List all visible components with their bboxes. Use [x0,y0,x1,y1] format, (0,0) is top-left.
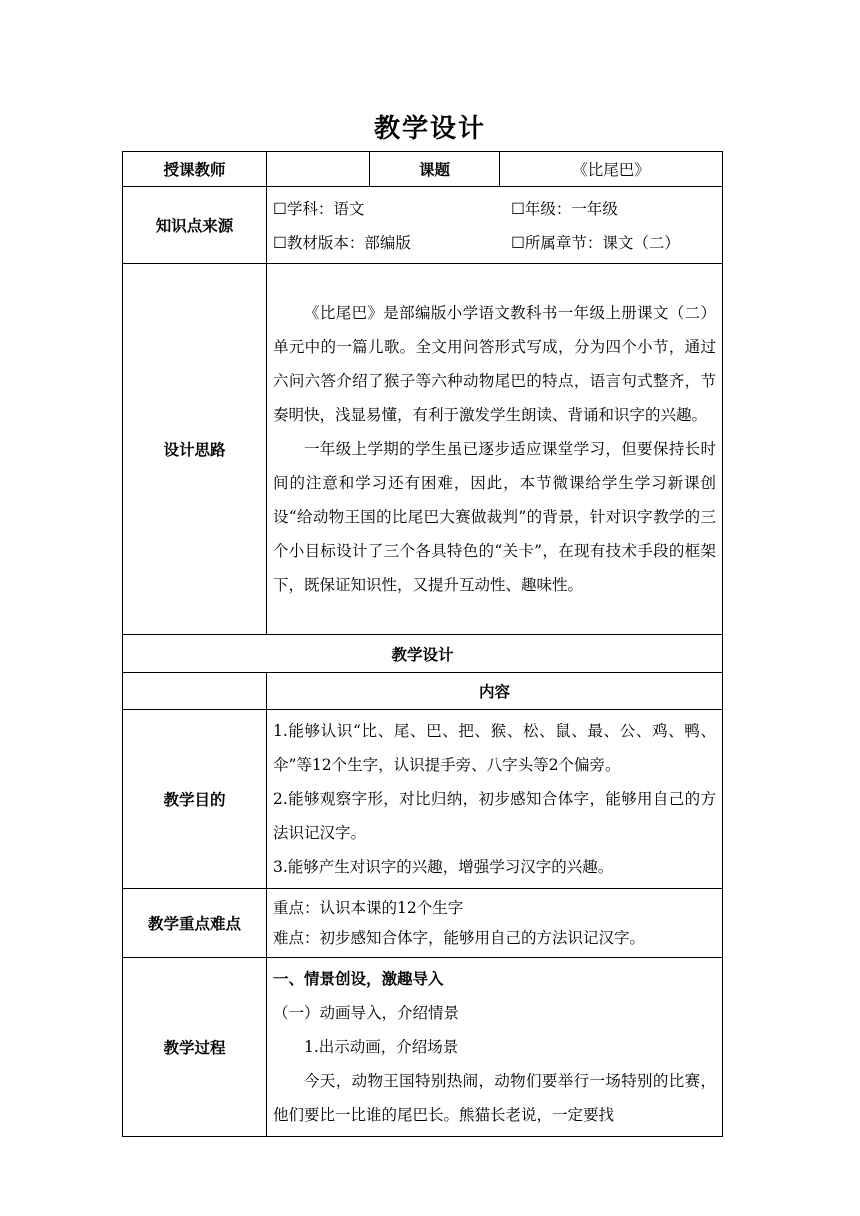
process-row [123,958,723,1137]
process-heading-2: （一）动画导入，介绍情景 [273,1004,460,1022]
goal-item: 2.能够观察字形，对比归纳，初步感知合体字，能够用自己的方法识记汉字。 [273,790,716,842]
topic-value: 《比尾巴》 [500,152,723,187]
goal-cell [267,710,723,889]
design-heading-row [123,635,723,673]
idea-paragraph: 《比尾巴》是部编版小学语文教科书一年级上册课文（二）单元中的一篇儿歌。全文用问答形式写成，分为四个小节，通过六问六答介绍了猴子等六种动物尾巴的特点，语言句式整齐，节奏明快，浅显易懂，有利于激发学生朗读、背诵和识字的兴趣。 [273,304,716,424]
teacher-value [267,152,370,187]
keypoint-item: 重点：认识本课的12个生字 [273,899,464,917]
chapter-checkbox-item: ☐所属章节：课文（二） [511,234,680,252]
teacher-row [123,152,723,187]
source-row [123,187,723,264]
page-title: 教学设计 [373,114,486,144]
keypoint-item: 难点：初步感知合体字，能够用自己的方法识记汉字。 [273,929,646,947]
idea-label: 设计思路 [123,264,267,635]
teacher-label: 授课教师 [123,152,267,187]
content-heading: 内容 [267,673,723,710]
keypoint-row [123,889,723,958]
process-label: 教学过程 [123,958,267,1137]
process-cell [267,958,723,1137]
source-label: 知识点来源 [123,187,267,264]
goal-item: 1.能够认识“比、尾、巴、把、猴、松、鼠、最、公、鸡、鸭、伞”等12个生字，认识提手旁、八字头等2个偏旁。 [273,722,716,774]
content-blank-cell [123,673,267,710]
design-heading: 教学设计 [123,635,723,673]
grade-checkbox-item: ☐年级：一年级 [511,200,618,218]
idea-paragraph: 一年级上学期的学生虽已逐步适应课堂学习，但要保持长时间的注意和学习还有困难，因此，本节微课给学生学习新课创设“给动物王国的比尾巴大赛做裁判”的背景，针对识字教学的三个小目标设计了三个各具特色的“关卡”，在现有技术手段的框架下，既保证知识性，又提升互动性、趣味性。 [273,440,716,594]
process-text: 今天，动物王国特别热闹，动物们要举行一场特别的比赛，他们要比一比谁的尾巴长。熊猫长老说，一定要找 [273,1072,716,1124]
idea-cell [267,264,723,635]
goal-item: 3.能够产生对识字的兴趣，增强学习汉字的兴趣。 [273,858,614,876]
edition-checkbox-item: ☐教材版本：部编版 [273,234,411,252]
content-heading-row [123,673,723,710]
source-cell [267,187,723,264]
idea-row [123,264,723,635]
subject-checkbox-item: ☐学科：语文 [273,200,365,218]
lesson-plan-table [122,151,723,1137]
process-heading-1: 一、情景创设，激趣导入 [273,970,444,988]
keypoint-label: 教学重点难点 [123,889,267,958]
goal-label: 教学目的 [123,710,267,889]
topic-label: 课题 [370,152,500,187]
keypoint-cell [267,889,723,958]
process-heading-3: 1.出示动画，介绍场景 [304,1038,459,1056]
goal-row [123,710,723,889]
